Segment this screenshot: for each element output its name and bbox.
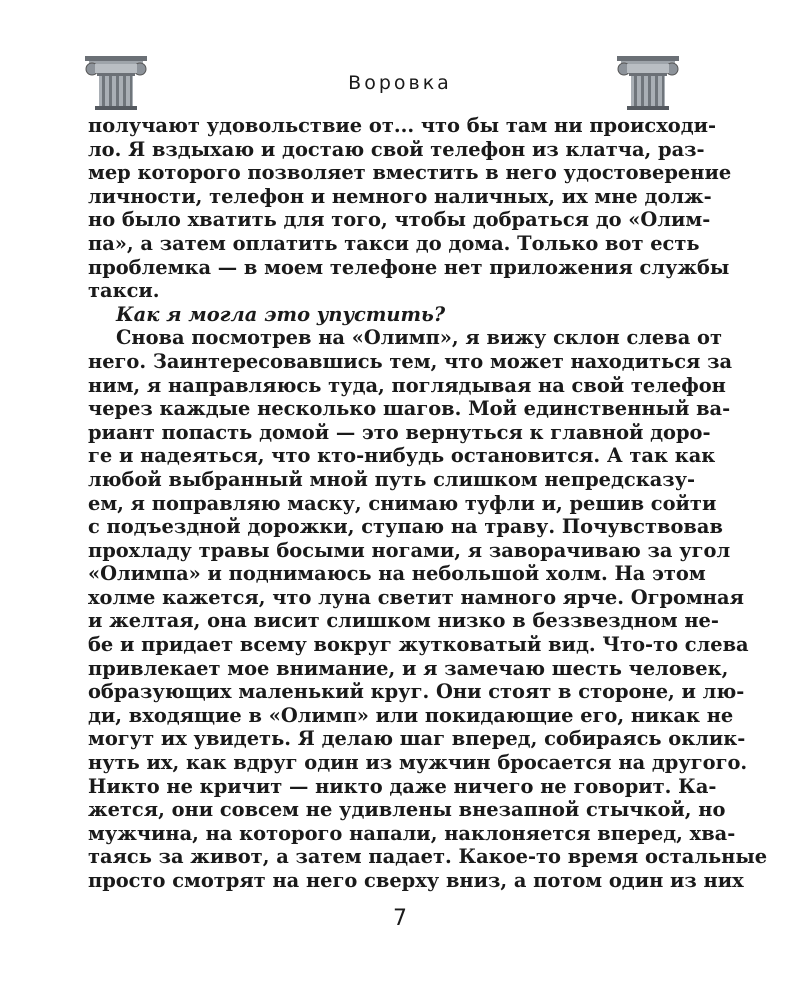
text-line: могут их увидеть. Я делаю шаг вперед, собираясь оклик- — [88, 727, 746, 751]
text-line: ем, я поправляю маску, снимаю туфли и, решив сойти — [88, 491, 717, 515]
text-line: мер которого позволяет вместить в него удостоверение — [88, 161, 732, 185]
text-line: образующих маленький круг. Они стоят в стороне, и лю- — [88, 680, 745, 704]
text-line: па», а затем оплатить такси до дома. Только вот есть — [88, 231, 700, 255]
text-line: любой выбранный мной путь слишком непредсказу- — [88, 467, 696, 491]
text-line: холме кажется, что луна светит намного ярче. Огромная — [88, 585, 744, 609]
text-line: привлекает мое внимание, и я замечаю шесть человек, — [88, 656, 729, 680]
text-line: личности, телефон и немного наличных, их мне долж- — [88, 184, 712, 208]
text-line: проблемка — в моем телефоне нет приложения службы — [88, 255, 730, 279]
text-line: получают удовольствие от... что бы там ни происходи- — [88, 114, 717, 137]
page-number: 7 — [393, 906, 407, 931]
text-line: ге и надеяться, что кто-нибудь остановится. А так как — [88, 444, 716, 468]
text-line: с подъездной дорожки, ступаю на траву. Почувствовав — [88, 515, 723, 539]
text-line: риант попасть домой — это вернуться к главной доро- — [88, 420, 711, 444]
text-line: ло. Я вздыхаю и достаю свой телефон из клатча, раз- — [88, 137, 705, 161]
body-text — [88, 114, 768, 893]
text-line: таясь за живот, а затем падает. Какое-то время остальные — [88, 845, 768, 869]
text-line: мужчина, на которого напали, наклоняется вперед, хва- — [88, 821, 736, 845]
italic-thought-line: Как я могла это упустить? — [116, 302, 446, 326]
text-line: «Олимпа» и поднимаюсь на небольшой холм. На этом — [88, 562, 706, 586]
text-line: него. Заинтересовавшись тем, что может находиться за — [88, 349, 733, 373]
text-line: такси. — [88, 279, 160, 303]
text-line: ним, я направляюсь туда, поглядывая на свой телефон — [88, 373, 726, 397]
text-line: через каждые несколько шагов. Мой единственный ва- — [88, 397, 731, 421]
text-line: нуть их, как вдруг один из мужчин бросается на другого. — [88, 751, 748, 775]
text-line: прохладу травы босыми ногами, я заворачиваю за угол — [88, 538, 731, 562]
text-line: жется, они совсем не удивлены внезапной стычкой, но — [88, 798, 726, 822]
text-line: и желтая, она висит слишком низко в беззвездном не- — [88, 609, 719, 633]
text-line: ди, входящие в «Олимп» или покидающие его, никак не — [88, 703, 734, 727]
text-line: просто смотрят на него сверху вниз, а потом один из них — [88, 869, 744, 892]
text-line: Никто не кричит — никто даже ничего не говорит. Ка- — [88, 774, 717, 798]
text-line: Снова посмотрев на «Олимп», я вижу склон слева от — [116, 326, 723, 350]
text-line: бе и придает всему вокруг жутковатый вид. Что-то слева — [88, 633, 749, 657]
running-header-title: Воровка — [348, 72, 452, 94]
text-line: но было хватить для того, чтобы добраться до «Олим- — [88, 208, 711, 232]
